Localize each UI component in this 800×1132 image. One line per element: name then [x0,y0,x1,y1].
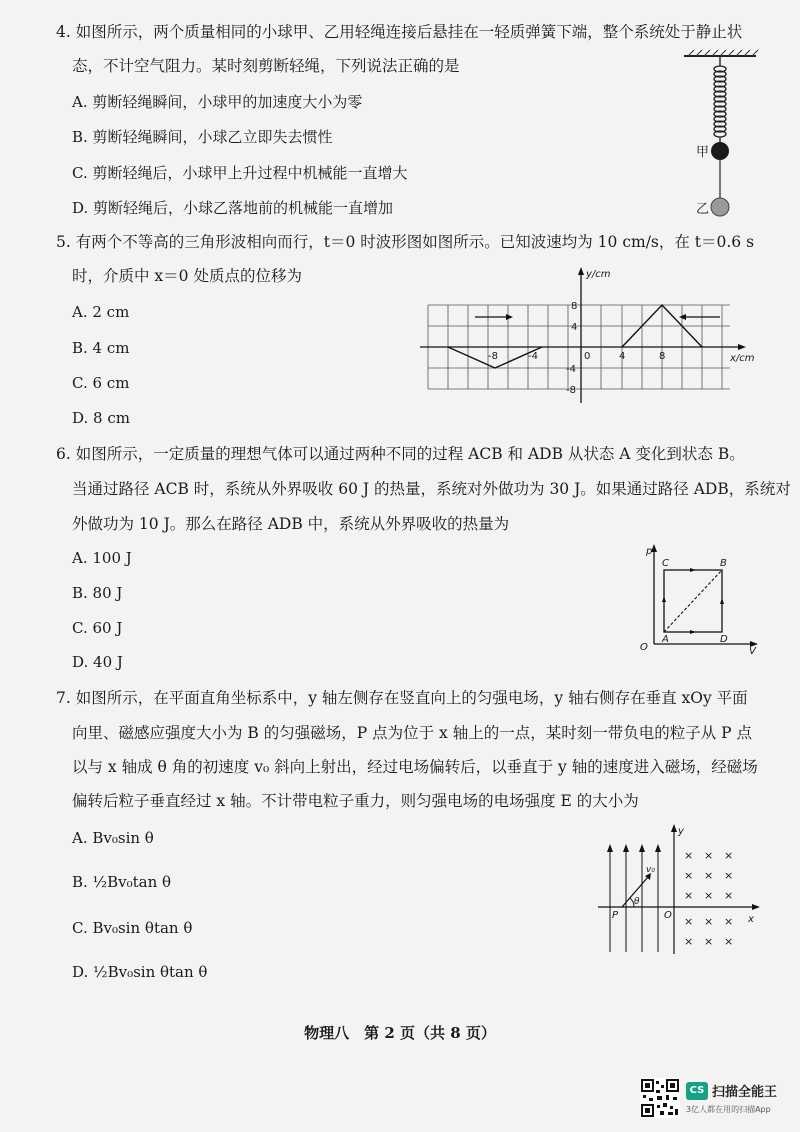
label-yi: 乙 [696,202,710,217]
electric-field-arrowheads [607,844,661,852]
q6-option-b: B. 80 J [72,584,123,602]
q5-stem-line2: 时，介质中 x＝0 处质点的位移为 [72,267,302,285]
svg-text:×: × [724,849,734,862]
camscanner-tagline: 3亿人都在用的扫描App [686,1105,771,1114]
svg-text:×: × [684,869,694,882]
q7-option-b: B. ½Bv₀tan θ [72,873,172,891]
svg-text:×: × [684,849,694,862]
q5-stem-line1: 5. 有两个不等高的三角形波相向而行，t＝0 时波形图如图所示。已知波速均为 10 cm/s，在 t＝0.6 s [56,233,755,251]
spring-coil [714,66,726,137]
q5-option-d: D. 8 cm [72,409,130,427]
ball-jia [711,142,729,160]
svg-text:×: × [684,935,694,948]
scanner-watermark [640,1078,790,1120]
svg-text:×: × [704,849,714,862]
y-tick-4: 4 [571,322,578,333]
q7-option-d: D. ½Bv₀sin θtan θ [72,963,208,981]
q7-stem-line2: 向里、磁感应强度大小为 B 的匀强磁场，P 点为位于 x 轴上的一点，某时刻一带负电的粒子从 P 点 [72,724,752,742]
svg-text:×: × [724,915,734,928]
svg-text:×: × [704,915,714,928]
camscanner-logo: CS [686,1082,708,1100]
svg-text:×: × [684,915,694,928]
pv-origin: O [640,642,648,653]
q4-stem-line2: 态，不计空气阻力。某时刻剪断轻绳，下列说法正确的是 [72,57,460,75]
pv-point-d: D [720,634,728,645]
svg-text:×: × [704,935,714,948]
svg-text:×: × [724,869,734,882]
x-tick-neg8: -8 [488,351,498,362]
q7-stem-line4: 偏转后粒子垂直经过 x 轴。不计带电粒子重力，则匀强电场的电场强度 E 的大小为 [72,792,639,810]
q7-stem-line3: 以与 x 轴成 θ 角的初速度 v₀ 斜向上射出，经过电场偏转后，以垂直于 y 轴的速度进入磁场，经磁场 [72,758,758,776]
wave-graph [420,265,760,415]
y-tick-neg4: -4 [566,364,576,375]
svg-text:×: × [704,889,714,902]
field-origin: O [664,910,672,921]
pv-point-c: C [662,558,669,569]
v0-label: v₀ [646,865,655,875]
pv-p-label: p [646,546,653,557]
q4-stem-line1: 4. 如图所示，两个质量相同的小球甲、乙用轻绳连接后悬挂在一轻质弹簧下端，整个系统处于静止状 [56,23,743,41]
q4-option-d: D. 剪断轻绳后，小球乙落地前的机械能一直增加 [72,199,394,217]
y-tick-8: 8 [571,301,578,312]
q5-option-b: B. 4 cm [72,339,130,357]
q5-option-a: A. 2 cm [72,303,130,321]
field-y-label: y [678,826,684,837]
q6-option-a: A. 100 J [72,549,132,567]
q7-stem-line1: 7. 如图所示，在平面直角坐标系中，y 轴左侧存在竖直向上的匀强电场，y 轴右侧存在垂直 xOy 平面 [56,689,748,707]
svg-text:×: × [724,889,734,902]
q6-stem-line1: 6. 如图所示，一定质量的理想气体可以通过两种不同的过程 ACB 和 ADB 从状态 A 变化到状态 B。 [56,445,745,463]
pv-diagram [632,542,762,657]
theta-label: θ [634,897,640,907]
q4-option-a: A. 剪断轻绳瞬间，小球甲的加速度大小为零 [72,93,363,111]
ball-yi [711,198,729,216]
x-tick-8: 8 [659,351,666,362]
q6-stem-line3: 外做功为 10 J。那么在路径 ADB 中，系统从外界吸收的热量为 [72,515,510,533]
spring-ball-diagram [680,50,760,225]
q6-option-c: C. 60 J [72,619,123,637]
svg-text:×: × [724,935,734,948]
wave-y-label: y/cm [586,269,611,280]
q6-option-d: D. 40 J [72,653,123,671]
pv-diagonal [664,570,722,632]
wave-x-label: x/cm [730,353,755,364]
svg-text:×: × [684,889,694,902]
q4-option-c: C. 剪断轻绳后，小球甲上升过程中机械能一直增大 [72,164,408,182]
pv-v-label: V [749,646,756,657]
q7-option-a: A. Bv₀sin θ [72,829,154,847]
field-x-label: x [748,914,754,925]
q4-option-b: B. 剪断轻绳瞬间，小球乙立即失去惯性 [72,128,333,146]
point-p: P [612,910,619,921]
q6-stem-line2: 当通过路径 ACB 时，系统从外界吸收 60 J 的热量，系统对外做功为 30 J。如果通过路径 ADB，系统对 [72,480,791,498]
x-tick-neg4: -4 [528,351,538,362]
x-tick-4: 4 [619,351,626,362]
q7-option-c: C. Bv₀sin θtan θ [72,919,193,937]
field-diagram [596,822,762,960]
pv-point-b: B [720,558,727,569]
camscanner-name: 扫描全能王 [712,1085,778,1100]
pv-point-a: A [662,634,669,645]
magnetic-field-crosses [684,849,733,948]
qr-code-icon [640,1078,680,1118]
svg-text:×: × [704,869,714,882]
y-tick-neg8: -8 [566,385,576,396]
page-footer: 物理八 第 2 页（共 8 页） [304,1024,496,1042]
q5-option-c: C. 6 cm [72,374,130,392]
x-tick-0: 0 [584,351,591,362]
label-jia: 甲 [696,145,710,160]
